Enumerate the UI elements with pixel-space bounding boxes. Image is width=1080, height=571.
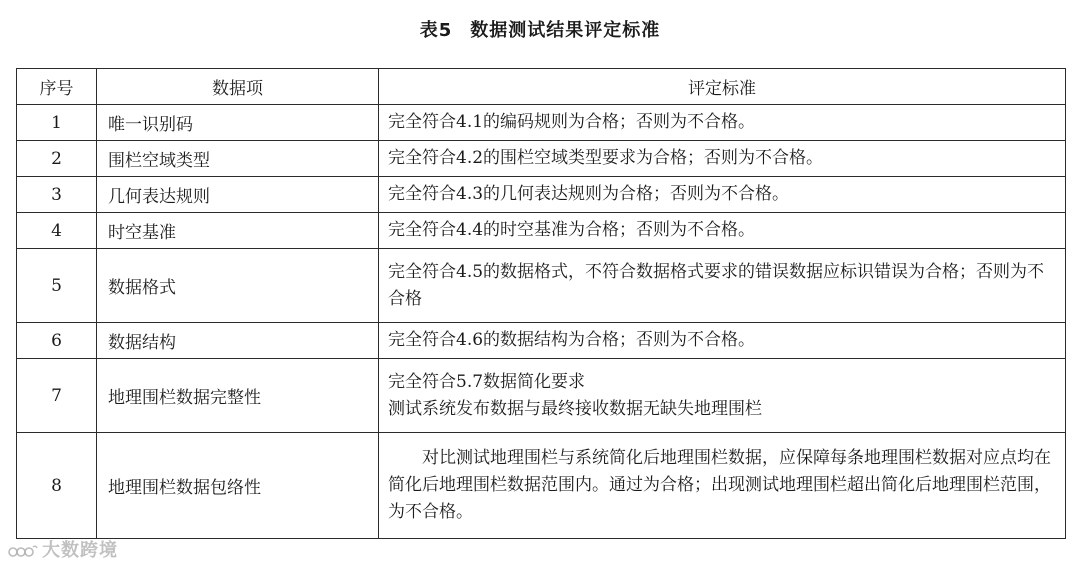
row-data-item: 数据格式 <box>97 249 379 323</box>
row-criteria <box>379 433 1066 539</box>
row-criteria <box>379 323 1066 359</box>
criteria-text: 完全符合5.7数据简化要求 <box>388 371 586 392</box>
criteria-text: 对比测试地理围栏与系统简化后地理围栏数据，应保障每条地理围栏数据对应点均在简化后地理围栏数据范围内。通过为合格；出现测试地理围栏超出简化后地理围栏范围，为不合格。 <box>388 448 1051 522</box>
row-data-item: 地理围栏数据包络性 <box>97 433 379 539</box>
evaluation-criteria-table <box>16 68 1066 539</box>
row-index: 5 <box>17 249 97 323</box>
table-row <box>17 213 1066 249</box>
header-data-item: 数据项 <box>97 69 379 105</box>
row-index: 7 <box>17 359 97 433</box>
table-row <box>17 359 1066 433</box>
header-index: 序号 <box>17 69 97 105</box>
row-criteria <box>379 105 1066 141</box>
row-index: 8 <box>17 433 97 539</box>
row-criteria <box>379 141 1066 177</box>
table-row <box>17 249 1066 323</box>
row-index: 4 <box>17 213 97 249</box>
watermark <box>8 536 118 562</box>
criteria-text: 完全符合4.2的围栏空域类型要求为合格；否则为不合格。 <box>388 148 824 168</box>
row-index: 3 <box>17 177 97 213</box>
criteria-text: 测试系统发布数据与最终接收数据无缺失地理围栏 <box>388 398 762 419</box>
row-criteria <box>379 177 1066 213</box>
criteria-text: 完全符合4.6的数据结构为合格；否则为不合格。 <box>388 330 756 350</box>
criteria-text: 完全符合4.1的编码规则为合格；否则为不合格。 <box>388 112 756 132</box>
watermark-logo-icon <box>8 543 38 559</box>
row-data-item: 围栏空域类型 <box>97 141 379 177</box>
row-criteria <box>379 359 1066 433</box>
row-data-item: 唯一识别码 <box>97 105 379 141</box>
row-data-item: 时空基准 <box>97 213 379 249</box>
table-row <box>17 141 1066 177</box>
criteria-text: 完全符合4.5的数据格式，不符合数据格式要求的错误数据应标识错误为合格；否则为不合格 <box>388 261 1045 309</box>
row-criteria <box>379 249 1066 323</box>
table-header-row <box>17 69 1066 105</box>
table-caption <box>0 16 1080 42</box>
watermark-text: 大数跨境 <box>42 540 118 561</box>
table-caption-title: 数据测试结果评定标准 <box>470 20 661 41</box>
table-row <box>17 177 1066 213</box>
row-criteria <box>379 213 1066 249</box>
row-index: 1 <box>17 105 97 141</box>
header-criteria: 评定标准 <box>379 69 1066 105</box>
table-row <box>17 105 1066 141</box>
row-data-item: 数据结构 <box>97 323 379 359</box>
row-data-item: 几何表达规则 <box>97 177 379 213</box>
criteria-text: 完全符合4.3的几何表达规则为合格；否则为不合格。 <box>388 184 790 204</box>
row-index: 6 <box>17 323 97 359</box>
row-data-item: 地理围栏数据完整性 <box>97 359 379 433</box>
table-row <box>17 433 1066 539</box>
table-caption-label: 表5 <box>419 20 453 41</box>
row-index: 2 <box>17 141 97 177</box>
table-row <box>17 323 1066 359</box>
criteria-text: 完全符合4.4的时空基准为合格；否则为不合格。 <box>388 220 756 240</box>
